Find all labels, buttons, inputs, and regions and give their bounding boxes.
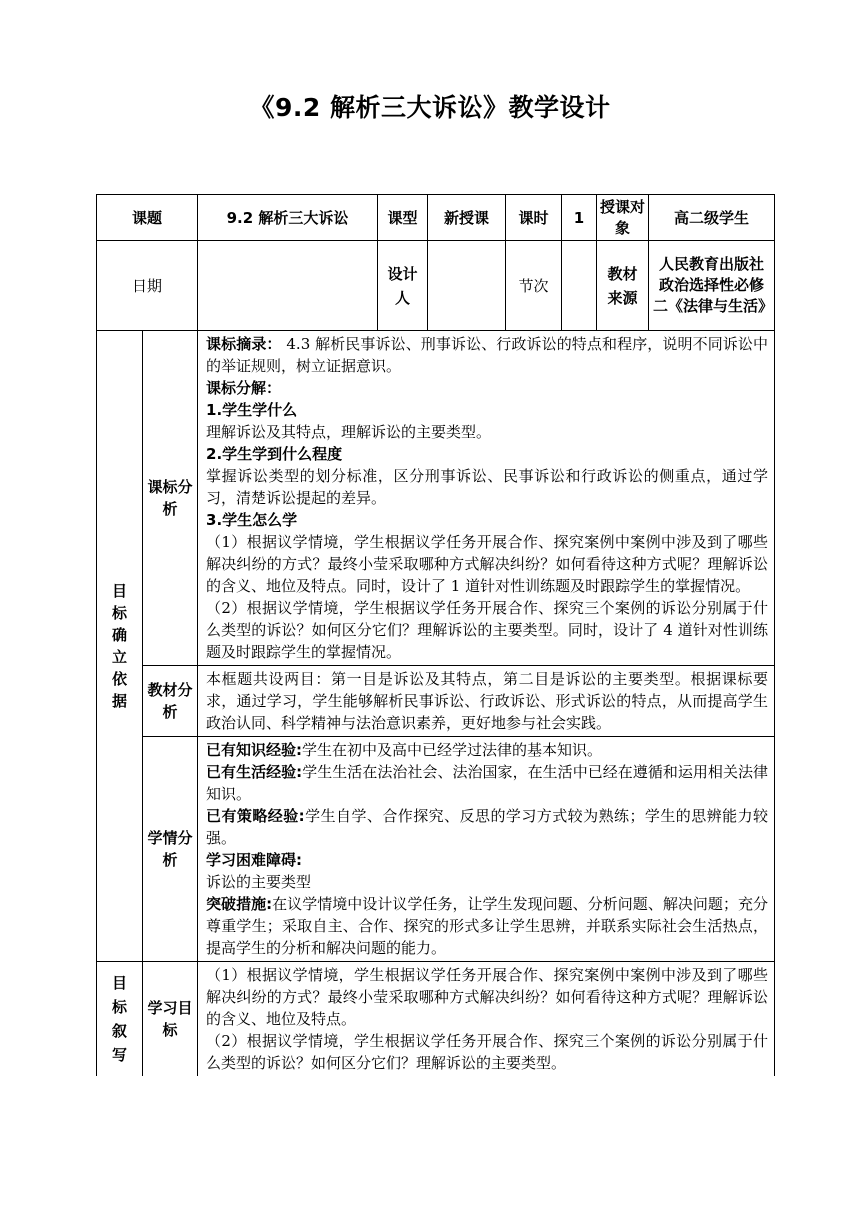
learner-row	[97, 737, 775, 962]
goals-row	[97, 962, 775, 1077]
textbook-content	[198, 666, 775, 737]
goals-content	[198, 962, 775, 1077]
session-value	[562, 241, 597, 331]
difficulty-label: 学习困难障碍:	[206, 851, 303, 869]
type-label: 课型	[378, 195, 428, 241]
lesson-design-table	[96, 194, 775, 1076]
q3-heading: 3.学生怎么学	[206, 511, 298, 529]
session-label: 节次	[506, 241, 562, 331]
curriculum-row	[97, 331, 775, 666]
a1-text: 理解诉讼及其特点，理解诉讼的主要类型。	[206, 423, 492, 441]
date-label: 日期	[97, 241, 198, 331]
designer-label: 设计人	[378, 241, 428, 331]
section1-label: 目标确立依据	[97, 331, 143, 962]
hours-value: 1	[562, 195, 597, 241]
learner-label: 学情分析	[143, 737, 198, 962]
type-value: 新授课	[428, 195, 506, 241]
measures-text: 在议学情境中设计议学任务，让学生发现问题、分析问题、解决问题；充分尊重学生；采取自主、合作、探究的形式多让学生思辨，并联系实际社会生活热点，提高学生的分析和解决问题的能力。	[206, 895, 769, 957]
a3-1-text: （1）根据议学情境，学生根据议学任务开展合作、探究案例中案例中涉及到了哪些解决纠纷的方式？最终小莹采取哪种方式解决纠纷？如何看待这种方式呢？理解诉讼的含义、地位及特点。同时，设计了 1 道针对性训练题及时跟踪学生的掌握情况。	[206, 533, 769, 595]
header-row-1	[97, 195, 775, 241]
course-label: 课题	[97, 195, 198, 241]
document-title: 《9.2 解析三大诉讼》教学设计	[249, 93, 611, 122]
course-value: 9.2 解析三大诉讼	[198, 195, 378, 241]
textbook-text: 本框题共设两目：第一目是诉讼及其特点，第二目是诉讼的主要类型。根据课标要求，通过学习，学生能够解析民事诉讼、行政诉讼、形式诉讼的特点，从而提高学生政治认同、科学精神与法治意识素养，更好地参与社会实践。	[206, 670, 769, 732]
learner-content	[198, 737, 775, 962]
date-value	[198, 241, 378, 331]
source-label: 教材来源	[597, 241, 649, 331]
a3-2-text: （2）根据议学情境，学生根据议学任务开展合作、探究三个案例的诉讼分别属于什么类型的诉讼？如何区分它们？理解诉讼的主要类型。同时，设计了 4 道针对性训练题及时跟踪学生的掌握情况。	[206, 599, 769, 661]
goals-label: 学习目标	[143, 962, 198, 1077]
decompose-label: 课标分解：	[206, 379, 282, 397]
audience-label: 授课对象	[597, 195, 649, 241]
life-label: 已有生活经验:	[206, 763, 303, 781]
difficulty-text: 诉讼的主要类型	[206, 873, 312, 891]
knowledge-label: 已有知识经验:	[206, 741, 303, 759]
a2-text: 掌握诉讼类型的划分标准，区分刑事诉讼、民事诉讼和行政诉讼的侧重点，通过学习，清楚诉讼提起的差异。	[206, 467, 769, 507]
strategy-text: 学生自学、合作探究、反思的学习方式较为熟练；学生的思辨能力较强。	[206, 807, 769, 847]
excerpt-label: 课标摘录：	[206, 335, 282, 353]
goal-2-text: （2）根据议学情境，学生根据议学任务开展合作、探究三个案例的诉讼分别属于什么类型的诉讼？如何区分它们？理解诉讼的主要类型。	[206, 1032, 769, 1072]
curriculum-content	[198, 331, 775, 666]
section2-label: 目标叙写	[97, 962, 143, 1077]
textbook-row	[97, 666, 775, 737]
textbook-label: 教材分析	[143, 666, 198, 737]
hours-label: 课时	[506, 195, 562, 241]
strategy-label: 已有策略经验:	[206, 807, 305, 825]
curriculum-label: 课标分析	[143, 331, 198, 666]
source-value: 人民教育出版社政治选择性必修二《法律与生活》	[649, 241, 775, 331]
measures-label: 突破措施:	[206, 895, 273, 913]
goal-1-text: （1）根据议学情境，学生根据议学任务开展合作、探究案例中案例中涉及到了哪些解决纠纷的方式？最终小莹采取哪种方式解决纠纷？如何看待这种方式呢？理解诉讼的含义、地位及特点。	[206, 966, 769, 1028]
q2-heading: 2.学生学到什么程度	[206, 445, 343, 463]
designer-value	[428, 241, 506, 331]
header-row-2	[97, 241, 775, 331]
q1-heading: 1.学生学什么	[206, 401, 298, 419]
knowledge-text: 学生在初中及高中已经学过法律的基本知识。	[302, 741, 603, 759]
audience-value: 高二级学生	[649, 195, 775, 241]
life-text: 学生生活在法治社会、法治国家，在生活中已经在遵循和运用相关法律知识。	[206, 763, 769, 803]
excerpt-text: 4.3 解析民事诉讼、刑事诉讼、行政诉讼的特点和程序，说明不同诉讼中的举证规则，树立证据意识。	[206, 335, 768, 375]
